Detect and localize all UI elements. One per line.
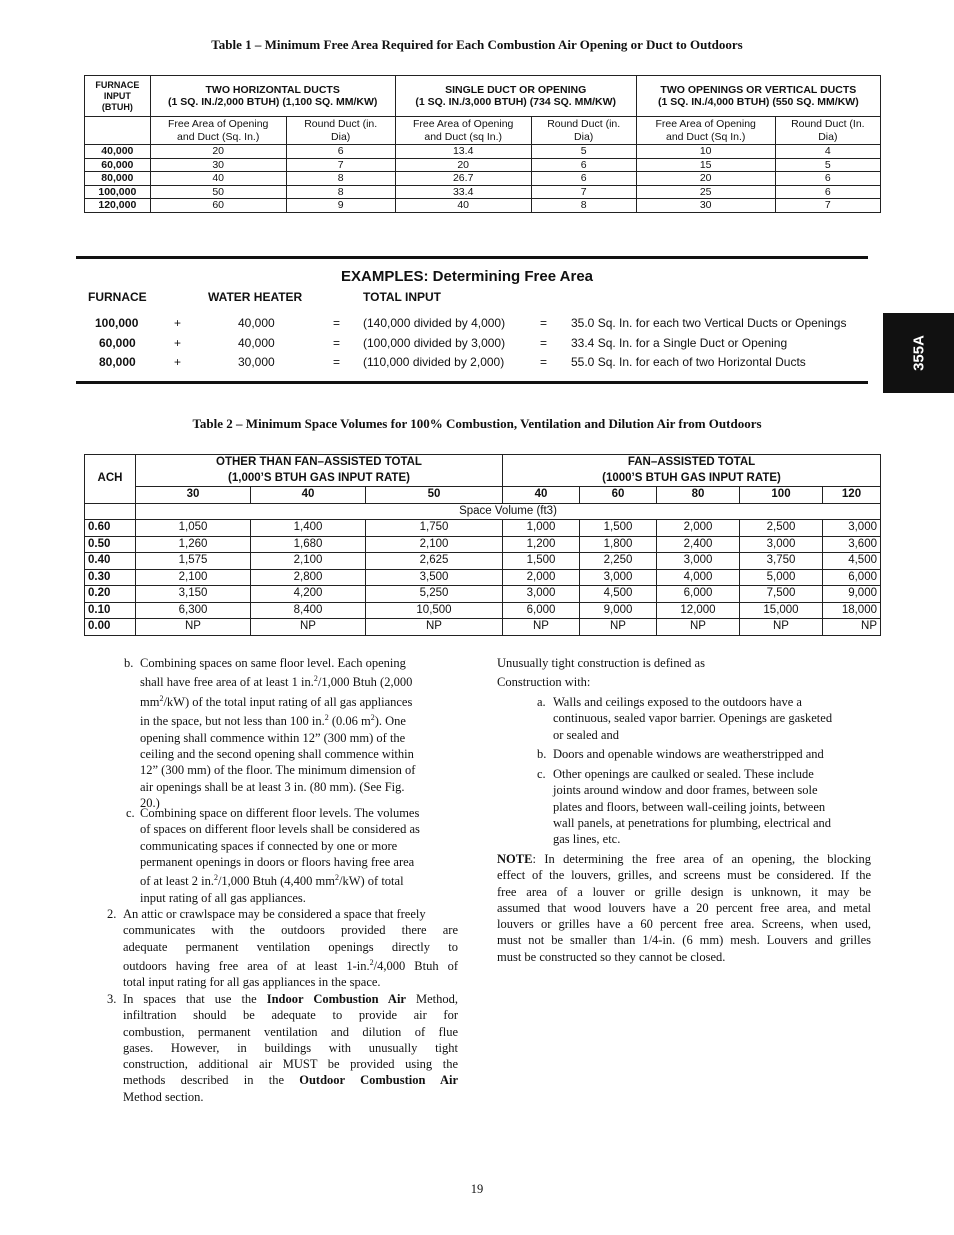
examples-bottom-rule [76,381,868,384]
empty-header-cell [85,117,151,145]
table1-min-free-area [84,75,881,213]
table-row: 0.00 NP NP NP NP NP NP NP NP [85,619,881,636]
table-row: 0.30 2,100 2,800 3,500 2,000 3,000 4,000 5,000 6,000 [85,569,881,586]
table-row: 80,000 40 8 26.7 6 20 6 [85,172,881,186]
left-column-item-2: 2. An attic or crawlspace may be considered a space that freely communicates with the outdoors provided there are adequate permanent ventilation openings directly to outdoors having free area of at least 1-in.$^2$/4,000 Btuh of total input rating for all gas appliances in the space. [107,907,458,990]
right-column-item-a: a. Walls and ceilings exposed to the outdoors have a continuous, sealed vapor barrier. Openings are gasketed or sealed and [537,695,833,742]
left-column-item-b: b. Combining spaces on same floor level. Each opening shall have free area of at least 1 in.$^2$/1,000 Btuh (2,000 $mm^2/kW$) of the total input rating of all gas appliances in the space, but not less than 100 in.$^2$ (0.06 $m^2$). One opening shall commence within 12” (300 mm) of the ceiling and the second opening shall commence within 12” (300 mm) of the floor. The minimum dimension of air openings shall be at least 3 in. (80 mm). (See Fig. 20.) [124,656,416,810]
examples-title: EXAMPLES: Determining Free Area [341,268,594,285]
group-header-vertical: TWO OPENINGS OR VERTICAL DUCTS (1 SQ. IN./4,000 BTUH) (550 SQ. MM/KW) [636,76,880,117]
table-row: 100,000 50 8 33.4 7 25 6 [85,185,881,199]
sub-header: Round Duct (in. Dia) [531,117,636,145]
sub-header: Free Area of Opening and Duct (Sq. In.) [150,117,286,145]
sub-header: Round Duct (in. Dia) [286,117,395,145]
table-row: 0.50 1,260 1,680 2,100 1,200 1,800 2,400 3,000 3,600 [85,536,881,553]
furnace-input-header: FURNACE INPUT (BTUH) [85,76,151,117]
right-column-item-c: c. Other openings are caulked or sealed. These include joints around window and door frames, between sole plates and floors, between wall-ceiling joints, between wall panels, at penetrations for plumbing, electrical and gas lines, etc. [537,767,832,847]
group-header-horizontal: TWO HORIZONTAL DUCTS (1 SQ. IN./2,000 BTUH) (1,100 SQ. MM/KW) [150,76,395,117]
examples-water-heater-label: WATER HEATER [208,290,303,304]
empty-cell [85,503,136,520]
table-row: 40,000 20 6 13.4 5 10 4 [85,145,881,159]
space-volume-label: Space Volume (ft3) [136,503,881,520]
table-row: 0.20 3,150 4,200 5,250 3,000 4,500 6,000 7,500 9,000 [85,586,881,603]
table-row: 120,000 60 9 40 8 30 7 [85,199,881,213]
table-row: 0.60 1,050 1,400 1,750 1,000 1,500 2,000 2,500 3,000 [85,520,881,537]
fan-assisted-header: FAN–ASSISTED TOTAL (1000’S BTUH GAS INPUT RATE) [503,455,881,487]
table2-title: Table 2 – Minimum Space Volumes for 100% Combustion, Ventilation and Dilution Air from Outdoors [192,416,762,431]
ach-header: ACH [85,455,136,504]
page-number: 19 [470,1182,484,1196]
table-row: 0.10 6,300 8,400 10,500 6,000 9,000 12,000 15,000 18,000 [85,602,881,619]
other-than-fan-assisted-header: OTHER THAN FAN–ASSISTED TOTAL (1,000’S BTUH GAS INPUT RATE) [136,455,503,487]
examples-top-rule [76,256,868,259]
group-header-single: SINGLE DUCT OR OPENING (1 SQ. IN./3,000 BTUH) (734 SQ. MM/KW) [395,76,636,117]
examples-furnace-label: FURNACE [88,290,147,304]
right-column-item-b: b. Doors and openable windows are weatherstripped and [537,747,824,761]
sub-header: Free Area of Opening and Duct (sq In.) [395,117,531,145]
right-column-intro: Unusually tight construction is defined as Construction with: [497,656,705,690]
right-column-note: NOTE: In determining the free area of an opening, the blocking effect of the louvers, grilles, and screens must be considered. If the free area of a louver or grille design is unknown, it may be assumed that wood louvers have a 20 percent free area, and metal louvers or grilles have a 60 percent free area. Screens, when used, must not be smaller than 1/4-in. (6 mm) mesh. Louvers and grilles must be constructed so they cannot be closed. [497,852,871,964]
table-row: 60,000 30 7 20 6 15 5 [85,158,881,172]
table2-min-space-volumes [84,454,881,636]
sub-header: Free Area of Opening and Duct (Sq In.) [636,117,775,145]
sub-header: Round Duct (In. Dia) [775,117,880,145]
table-row: 0.40 1,575 2,100 2,625 1,500 2,250 3,000 3,750 4,500 [85,553,881,570]
left-column-item-c: c. Combining space on different floor levels. The volumes of spaces on different floor levels shall be considered as communicating spaces if connected by one or more permanent openings in doors or floors having free area of at least 2 in.$^2$/1,000 Btuh (4,400 $mm^2/kW$) of total input rating of all gas appliances. [126,806,420,905]
input-rate-row: 30 40 50 40 60 80 100 120 [85,487,881,504]
left-column-item-3: 3. In spaces that use the Indoor Combustion Air Method, infiltration should be adequate to provide air for combustion, permanent ventilation and dilution of flue gases. However, in buildings with unusually tight construction, additional air MUST be provided using the methods described in the Outdoor Combustion Air Method section. [107,992,459,1104]
examples-total-input-label: TOTAL INPUT [363,290,441,304]
table1-title: Table 1 – Minimum Free Area Required for Each Combustion Air Opening or Duct to Outdoors [211,37,743,52]
side-tab-model: 355A [883,313,954,393]
